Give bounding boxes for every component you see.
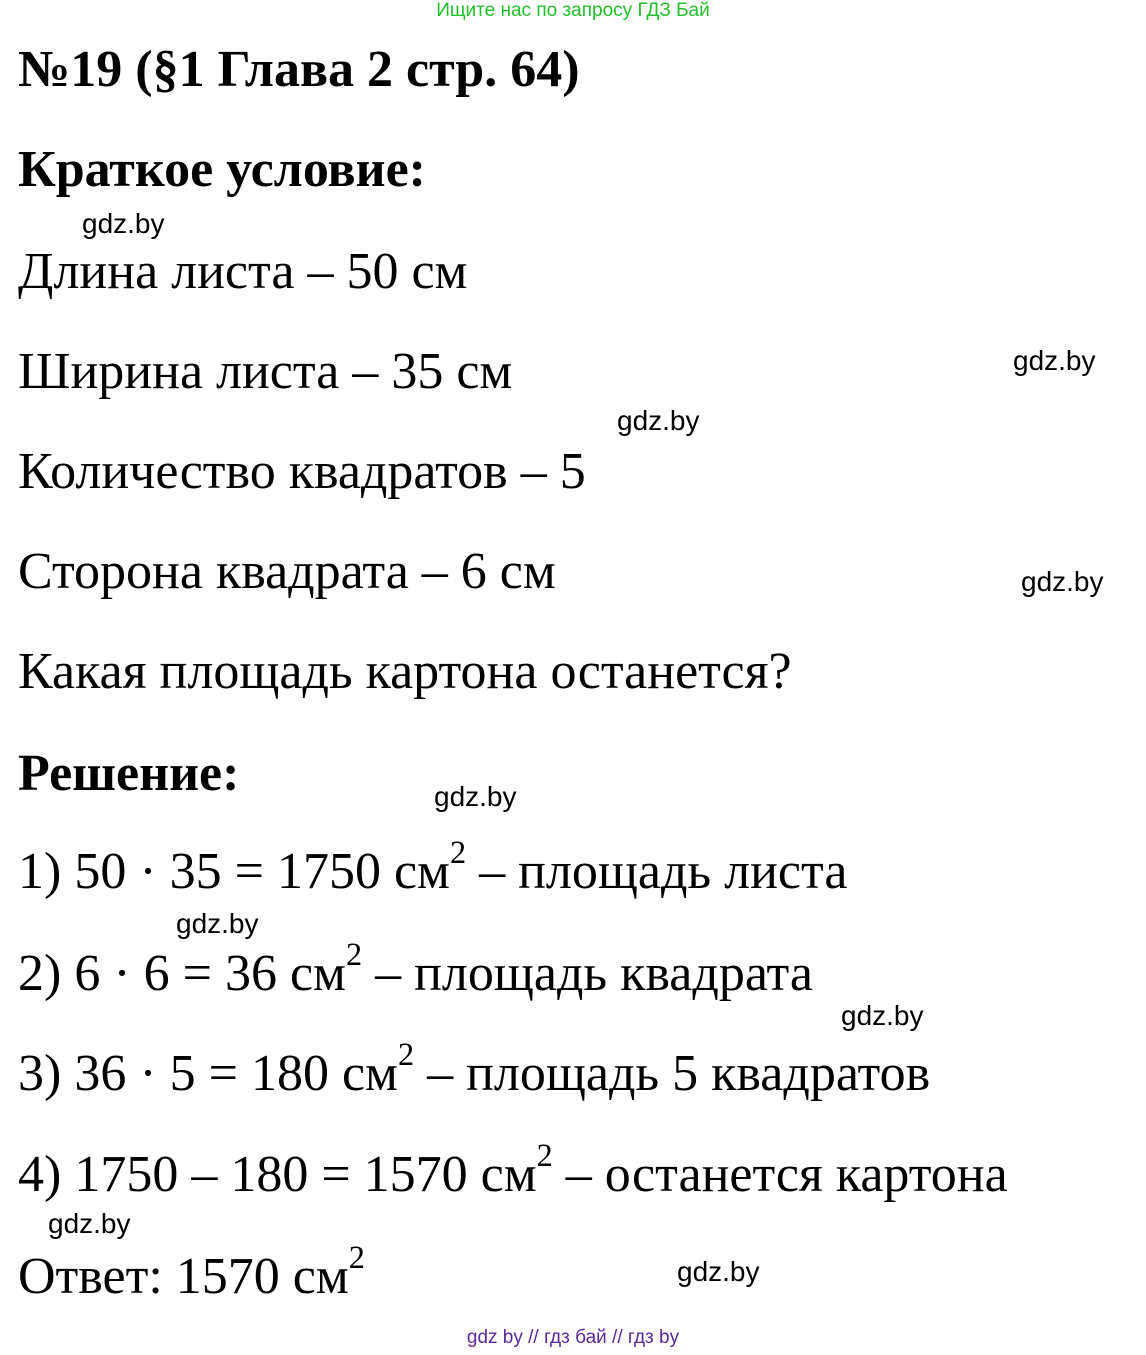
solution-step-2: 2) 6 · 6 = 36 $см^2$ – площадь квадрата bbox=[18, 935, 813, 1002]
solution-step-4: 4) 1750 – 180 = 1570 $см^2$ – останется картона bbox=[18, 1136, 1008, 1203]
condition-line-question: Какая площадь картона останется? bbox=[18, 643, 792, 700]
watermark: gdz.by bbox=[48, 1208, 131, 1239]
superscript: 2 bbox=[345, 935, 363, 972]
solution-step-3: 3) 36 · 5 = 180 $см^2$ – площадь 5 квадратов bbox=[18, 1035, 931, 1102]
condition-heading: Краткое условие: bbox=[18, 141, 426, 198]
watermark: gdz.by bbox=[1013, 345, 1096, 376]
condition-line-width: Ширина листа – 35 см bbox=[18, 343, 513, 400]
top-banner: Ищите нас по запросу ГДЗ Бай bbox=[436, 0, 710, 21]
watermark: gdz.by bbox=[677, 1256, 760, 1287]
superscript: 2 bbox=[536, 1136, 553, 1173]
condition-line-side: Сторона квадрата – 6 см bbox=[18, 543, 556, 600]
watermark: gdz.by bbox=[617, 405, 700, 436]
condition-line-length: Длина листа – 50 см bbox=[18, 243, 468, 300]
page-title: №19 (§1 Глава 2 стр. 64) bbox=[18, 41, 580, 98]
watermark: gdz.by bbox=[434, 781, 517, 812]
watermark: gdz.by bbox=[841, 1000, 924, 1031]
superscript: 2 bbox=[397, 1035, 415, 1072]
solution-step-1: 1) 50 · 35 = 1750 $см^2$ – площадь листа bbox=[18, 833, 848, 900]
watermark: gdz.by bbox=[1021, 566, 1104, 597]
superscript: 2 bbox=[449, 833, 467, 870]
answer-line: Ответ: 1570 $см^2$ bbox=[18, 1238, 365, 1305]
condition-line-count: Количество квадратов – 5 bbox=[18, 443, 586, 500]
watermark: gdz.by bbox=[176, 908, 259, 939]
footer-watermark: gdz by // гдз бай // гдз by bbox=[466, 1327, 680, 1348]
solution-heading: Решение: bbox=[18, 745, 240, 802]
superscript: 2 bbox=[348, 1238, 365, 1275]
watermark: gdz.by bbox=[82, 208, 165, 239]
